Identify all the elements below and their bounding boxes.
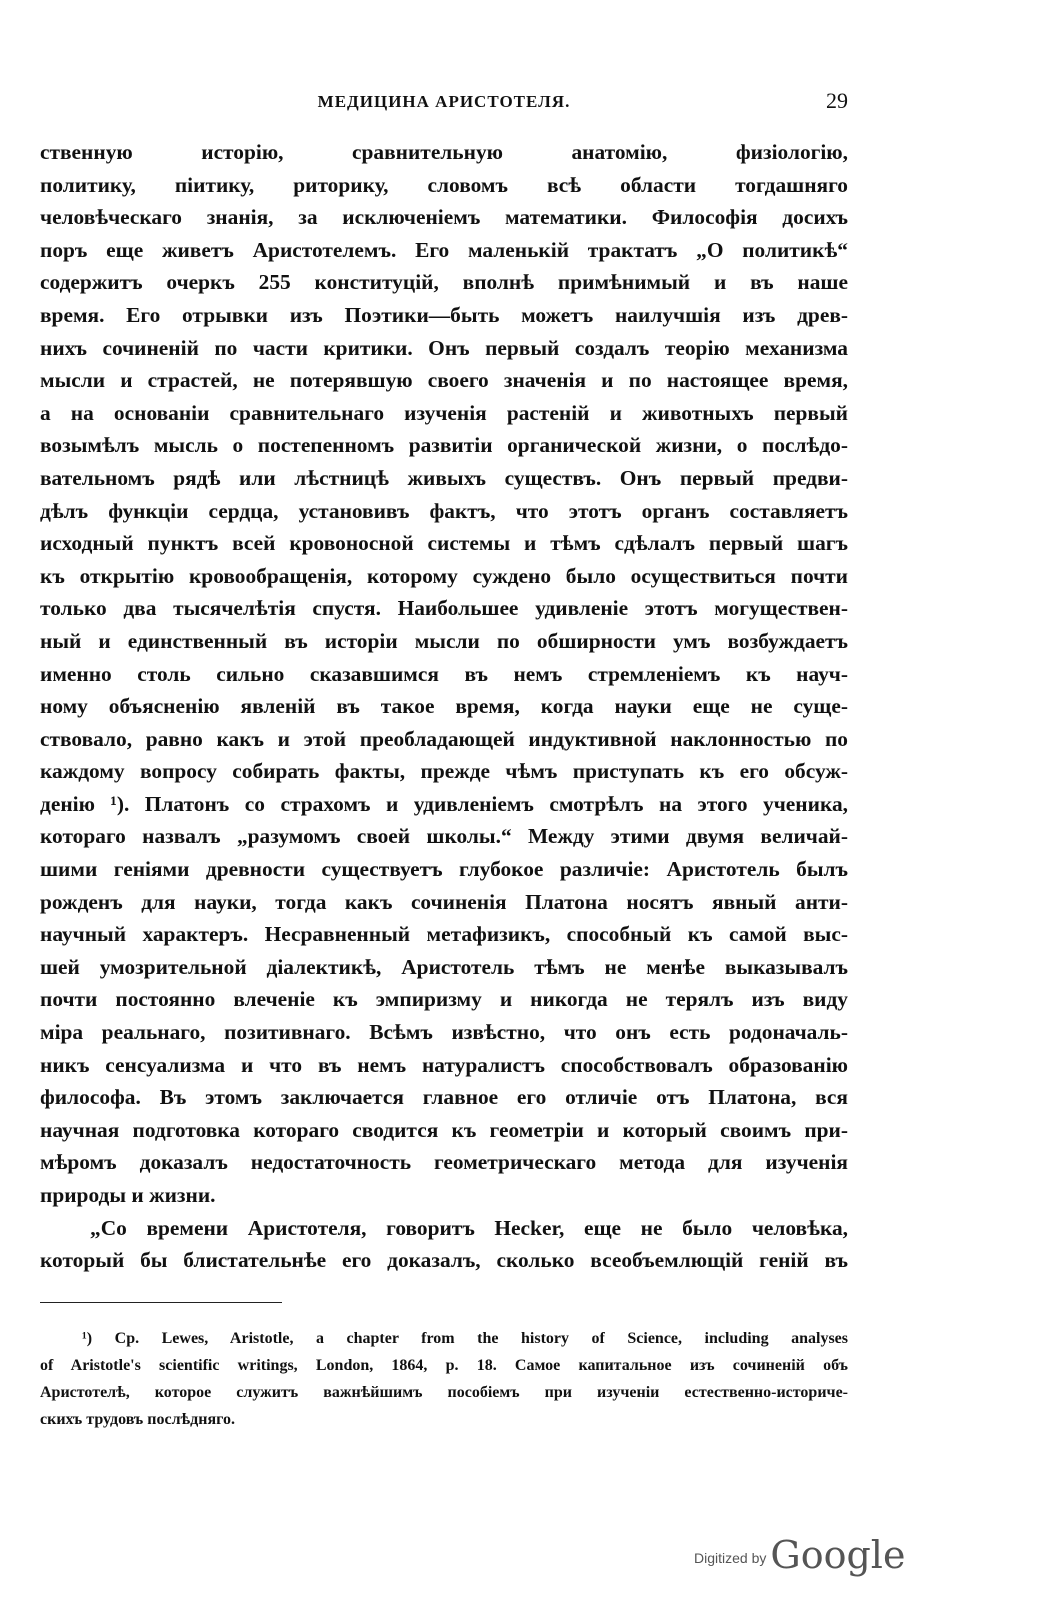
text-line: никъ сенсуализма и что въ немъ натуралистъ способствовалъ образованію xyxy=(40,1052,848,1077)
text-line: каждому вопросу собирать факты, прежде чѣмъ приступать къ его обсуж- xyxy=(40,759,848,784)
text-line: нихъ сочиненій по части критики. Онъ первый создалъ теорію механизма xyxy=(40,335,848,360)
footnote-line: Аристотелѣ, которое служитъ важнѣйшимъ пособіемъ при изученіи естественно-историче- xyxy=(40,1384,848,1401)
running-title: МЕДИЦИНА АРИСТОТЕЛЯ. xyxy=(317,92,571,111)
page-number: 29 xyxy=(826,88,848,113)
footnote-line: скихъ трудовъ послѣдняго. xyxy=(40,1411,235,1428)
text-line: философа. Въ этомъ заключается главное его отличіе отъ Платона, вся xyxy=(40,1085,848,1110)
text-line: исходный пунктъ всей кровоносной системы и тѣмъ сдѣлалъ первый шагъ xyxy=(40,531,848,556)
text-line: а на основаніи сравнительнаго изученія растеній и животныхъ первый xyxy=(40,400,848,425)
text-line: ному объясненію явленій въ такое время, когда науки еще не суще- xyxy=(40,694,848,719)
text-line: именно столь сильно сказавшимся въ немъ стремленіемъ къ науч- xyxy=(40,661,848,686)
text-line: возымѣлъ мысль о постепенномъ развитіи органической жизни, о послѣдо- xyxy=(40,433,848,458)
text-line: поръ еще живетъ Аристотелемъ. Его маленькій трактатъ „О политикѣ“ xyxy=(40,237,848,262)
text-line: рожденъ для науки, тогда какъ сочиненія Платона носятъ явный анти- xyxy=(40,889,848,914)
text-line: научная подготовка котораго сводится къ геометріи и который своимъ при- xyxy=(40,1117,848,1142)
text-line: котораго назвалъ „разумомъ своей школы.“ Между этими двумя величай- xyxy=(40,824,848,849)
body-text xyxy=(40,136,848,1277)
text-line: мѣромъ доказалъ недостаточность геометрическаго метода для изученія xyxy=(40,1150,848,1175)
text-line: шими геніями древности существуетъ глубокое различіе: Аристотель былъ xyxy=(40,857,848,882)
paragraph-end-line: природы и жизни. xyxy=(40,1183,216,1207)
text-line: только два тысячелѣтія спустя. Наибольшее удивленіе этотъ могуществен- xyxy=(40,596,848,621)
text-line: политику, пiитику, риторику, словомъ всѣ области тогдашняго xyxy=(40,172,848,197)
text-line: почти постоянно влеченіе къ эмпиризму и никогда не терялъ изъ виду xyxy=(40,987,848,1012)
text-line: денію ¹). Платонъ со страхомъ и удивленіемъ смотрѣлъ на этого ученика, xyxy=(40,791,848,816)
text-line: дѣлъ функціи сердца, установивъ фактъ, что этотъ органъ составляетъ xyxy=(40,498,848,523)
footnote-line: ¹) Cp. Lewes, Aristotle, a chapter from the history of Science, including analyses xyxy=(82,1330,848,1347)
text-line: ный и единственный въ исторіи мысли по обширности умъ возбуждаетъ xyxy=(40,628,848,653)
watermark-prefix: Digitized by xyxy=(694,1550,767,1566)
text-line: научный характеръ. Несравненный метафизикъ, способный къ самой выс- xyxy=(40,922,848,947)
text-line: содержитъ очеркъ 255 конституцій, вполнѣ примѣнимый и въ наше xyxy=(40,270,848,295)
text-line: ственную исторію, сравнительную анатомію, физіологію, xyxy=(40,140,848,164)
footnote-rule xyxy=(40,1302,282,1303)
text-line: міра реальнаго, позитивнаго. Всѣмъ извѣстно, что онъ есть родоначаль- xyxy=(40,1020,848,1045)
digitization-watermark xyxy=(694,1533,906,1577)
text-line: который бы блистательнѣе его доказалъ, сколько всеобъемлющій геній въ xyxy=(40,1248,848,1273)
text-line: мысли и страстей, не потерявшую своего значенія и по настоящее время, xyxy=(40,368,848,393)
page-header xyxy=(40,88,848,118)
text-line: вательномъ рядѣ или лѣстницѣ живыхъ существъ. Онъ первый предви- xyxy=(40,465,848,490)
text-line: ствовало, равно какъ и этой преобладающей индуктивной наклонностью по xyxy=(40,726,848,751)
text-line: время. Его отрывки изъ Поэтики—быть можетъ наилучшія изъ древ- xyxy=(40,302,848,327)
paragraph-start-line: „Со времени Аристотеля, говоритъ Hecker, еще не было человѣка, xyxy=(90,1215,848,1240)
watermark-brand: Google xyxy=(770,1533,906,1577)
text-line: къ открытію кровообращенія, которому суждено было осуществиться почти xyxy=(40,563,848,588)
footnotes xyxy=(40,1325,848,1433)
text-line: человѣческаго знанія, за исключеніемъ математики. Философія досихъ xyxy=(40,205,848,230)
footnote-line: of Aristotle's scientific writings, London, 1864, p. 18. Самое капитальное изъ сочиненій объ xyxy=(40,1357,848,1374)
text-line: шей умозрительной діалектикѣ, Аристотель тѣмъ не менѣе выказывалъ xyxy=(40,954,848,979)
